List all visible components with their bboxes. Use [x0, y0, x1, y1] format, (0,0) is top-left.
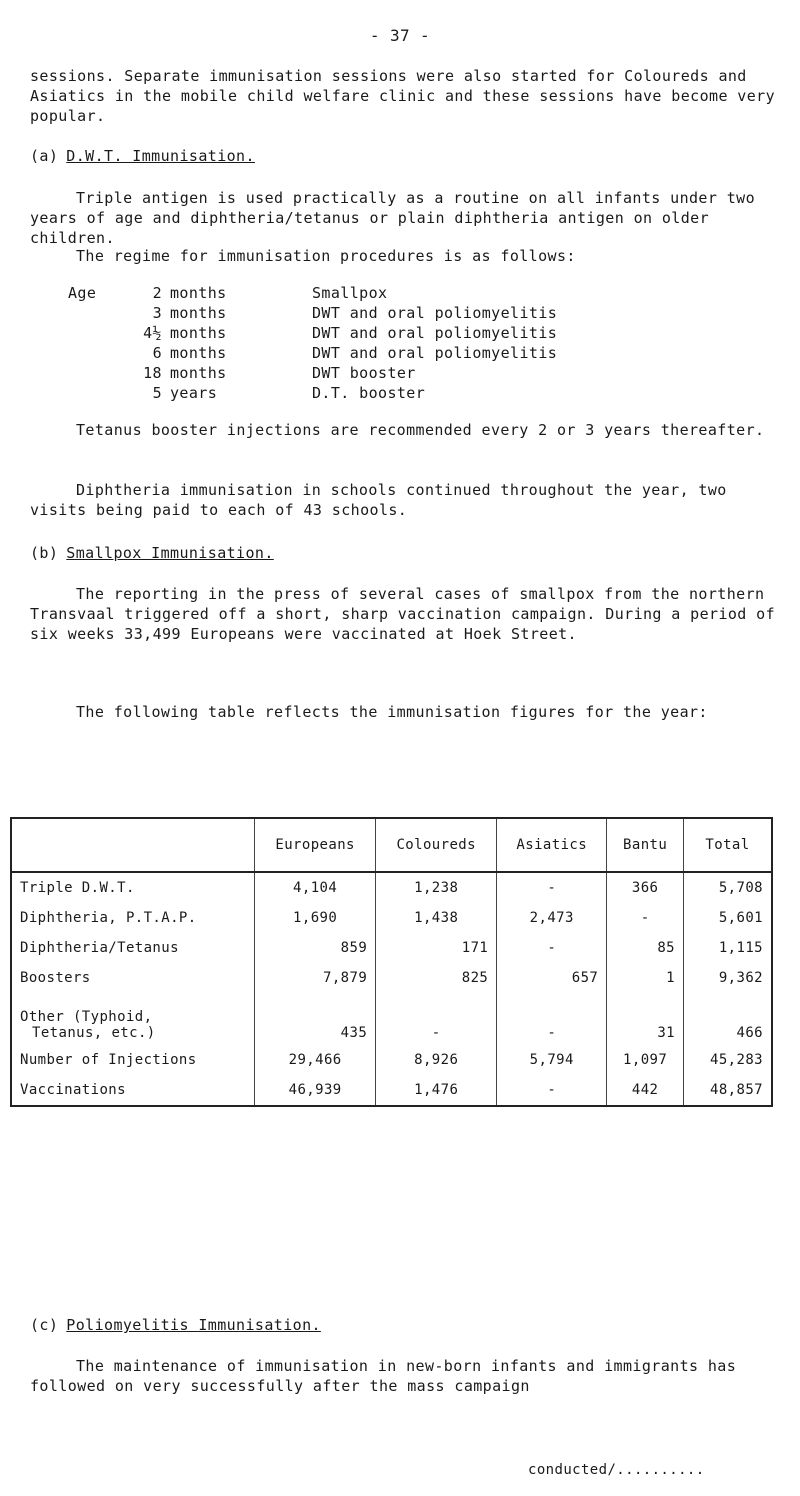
- paragraph-smallpox-campaign: The reporting in the press of several cases of smallpox from the northern Transvaal triggered off a short, sharp vaccination campaign. During a period of six weeks 33,499 Europeans were vaccinated at Hoek Street.: [30, 585, 776, 643]
- heading-polio-mark: (c): [30, 1316, 59, 1334]
- row-label-line2: Tetanus, etc.): [32, 1025, 156, 1041]
- row-label: Boosters: [20, 970, 91, 986]
- cell-europeans: 46,939: [255, 1075, 376, 1106]
- continuation-marker: conducted/..........: [528, 1462, 705, 1478]
- cell-bantu: 1,097: [607, 1045, 684, 1075]
- cell-asiatics: 2,473: [497, 903, 607, 933]
- regime-row: [68, 323, 768, 343]
- regime-age-unit: months: [170, 364, 227, 382]
- table-row: [11, 1045, 772, 1075]
- cell-bantu: 85: [607, 933, 684, 963]
- heading-polio-title: Poliomyelitis Immunisation.: [66, 1316, 321, 1334]
- regime-age-unit: months: [170, 304, 227, 322]
- cell-bantu: 1: [607, 963, 684, 993]
- heading-dwt-title: D.W.T. Immunisation.: [66, 147, 255, 165]
- cell-asiatics: -: [497, 1075, 607, 1106]
- cell-bantu: 366: [607, 872, 684, 903]
- table-row: [11, 1075, 772, 1106]
- regime-procedure: DWT and oral poliomyelitis: [312, 324, 558, 342]
- cell-europeans: 1,690: [255, 903, 376, 933]
- cell-coloureds: 1,238: [376, 872, 497, 903]
- cell-bantu: -: [607, 903, 684, 933]
- cell-europeans: 29,466: [255, 1045, 376, 1075]
- row-label: Diphtheria, P.T.A.P.: [20, 910, 197, 926]
- regime-procedure: Smallpox: [312, 284, 388, 302]
- row-label: Diphtheria/Tetanus: [20, 940, 179, 956]
- cell-total: 9,362: [684, 963, 773, 993]
- paragraph-triple-antigen: Triple antigen is used practically as a routine on all infants under two years of age and diphtheria/tetanus or plain diphtheria antigen on older children.: [30, 189, 756, 247]
- regime-row: [68, 303, 768, 323]
- immunisation-table: [10, 817, 773, 1107]
- table-row: [11, 993, 772, 1045]
- cell-asiatics: 657: [497, 963, 607, 993]
- heading-dwt-mark: (a): [30, 147, 59, 165]
- row-label-line1: Other (Typhoid,: [20, 1009, 153, 1025]
- regime-age-value: 2: [152, 284, 162, 302]
- cell-europeans: 7,879: [255, 963, 376, 993]
- row-label: Triple D.W.T.: [20, 880, 135, 896]
- heading-smallpox-title: Smallpox Immunisation.: [66, 544, 274, 562]
- paragraph-sessions: sessions. Separate immunisation sessions were also started for Coloureds and Asiatics in the mobile child welfare clinic and these sessions have become very popular.: [30, 67, 776, 125]
- paragraph-table-intro: The following table reflects the immunisation figures for the year:: [76, 703, 708, 721]
- regime-row: [68, 283, 768, 303]
- cell-coloureds: 171: [376, 933, 497, 963]
- regime-age-value: 4½: [143, 324, 162, 342]
- regime-row: [68, 383, 768, 403]
- regime-age-value: 5: [152, 384, 162, 402]
- cell-coloureds: 825: [376, 963, 497, 993]
- regime-row: [68, 363, 768, 383]
- regime-age-unit: years: [170, 384, 218, 402]
- regime-age-value: 3: [152, 304, 162, 322]
- cell-asiatics: -: [497, 933, 607, 963]
- table-header-total: Total: [684, 818, 773, 872]
- cell-total: 5,708: [684, 872, 773, 903]
- row-label: Number of Injections: [20, 1052, 197, 1068]
- table-row: [11, 933, 772, 963]
- regime-procedure: DWT booster: [312, 364, 416, 382]
- page-number: - 37 -: [369, 26, 431, 45]
- heading-polio: [30, 1316, 321, 1334]
- cell-europeans: 4,104: [255, 872, 376, 903]
- heading-smallpox: [30, 544, 274, 562]
- regime-age-unit: months: [170, 344, 227, 362]
- cell-total: 45,283: [684, 1045, 773, 1075]
- table-row: [11, 903, 772, 933]
- regime-procedure: D.T. booster: [312, 384, 426, 402]
- cell-asiatics: -: [497, 993, 607, 1045]
- age-label: Age: [68, 284, 97, 302]
- cell-total: 466: [684, 993, 773, 1045]
- table-row: [11, 872, 772, 903]
- cell-total: 1,115: [684, 933, 773, 963]
- cell-total: 48,857: [684, 1075, 773, 1106]
- row-label: Vaccinations: [20, 1082, 126, 1098]
- table-header-europeans: Europeans: [255, 818, 376, 872]
- row-label: [11, 993, 255, 1045]
- table-header-bantu: Bantu: [607, 818, 684, 872]
- cell-total: 5,601: [684, 903, 773, 933]
- cell-bantu: 442: [607, 1075, 684, 1106]
- paragraph-regime-intro: The regime for immunisation procedures is as follows:: [76, 247, 576, 265]
- paragraph-polio-maintenance: The maintenance of immunisation in new-born infants and immigrants has followed on very successfully after the mass campaign: [30, 1357, 737, 1395]
- cell-bantu: 31: [607, 993, 684, 1045]
- regime-age-unit: months: [170, 324, 227, 342]
- heading-dwt: [30, 147, 255, 165]
- paragraph-tetanus-booster: Tetanus booster injections are recommended every 2 or 3 years thereafter.: [76, 421, 765, 439]
- regime-age-unit: months: [170, 284, 227, 302]
- cell-coloureds: 8,926: [376, 1045, 497, 1075]
- heading-smallpox-mark: (b): [30, 544, 59, 562]
- regime-age-value: 18: [143, 364, 162, 382]
- table-header-asiatics: Asiatics: [497, 818, 607, 872]
- cell-coloureds: 1,438: [376, 903, 497, 933]
- table-row: [11, 963, 772, 993]
- cell-coloureds: -: [376, 993, 497, 1045]
- regime-schedule: [68, 283, 768, 403]
- table-header-coloureds: Coloureds: [376, 818, 497, 872]
- regime-row: [68, 343, 768, 363]
- table-header-blank: [11, 818, 255, 872]
- paragraph-diphtheria-schools: Diphtheria immunisation in schools continued throughout the year, two visits being paid to each of 43 schools.: [30, 481, 727, 519]
- regime-procedure: DWT and oral poliomyelitis: [312, 344, 558, 362]
- cell-europeans: 435: [255, 993, 376, 1045]
- cell-asiatics: 5,794: [497, 1045, 607, 1075]
- cell-europeans: 859: [255, 933, 376, 963]
- cell-asiatics: -: [497, 872, 607, 903]
- regime-procedure: DWT and oral poliomyelitis: [312, 304, 558, 322]
- cell-coloureds: 1,476: [376, 1075, 497, 1106]
- table-header-row: [11, 818, 772, 872]
- regime-age-value: 6: [152, 344, 162, 362]
